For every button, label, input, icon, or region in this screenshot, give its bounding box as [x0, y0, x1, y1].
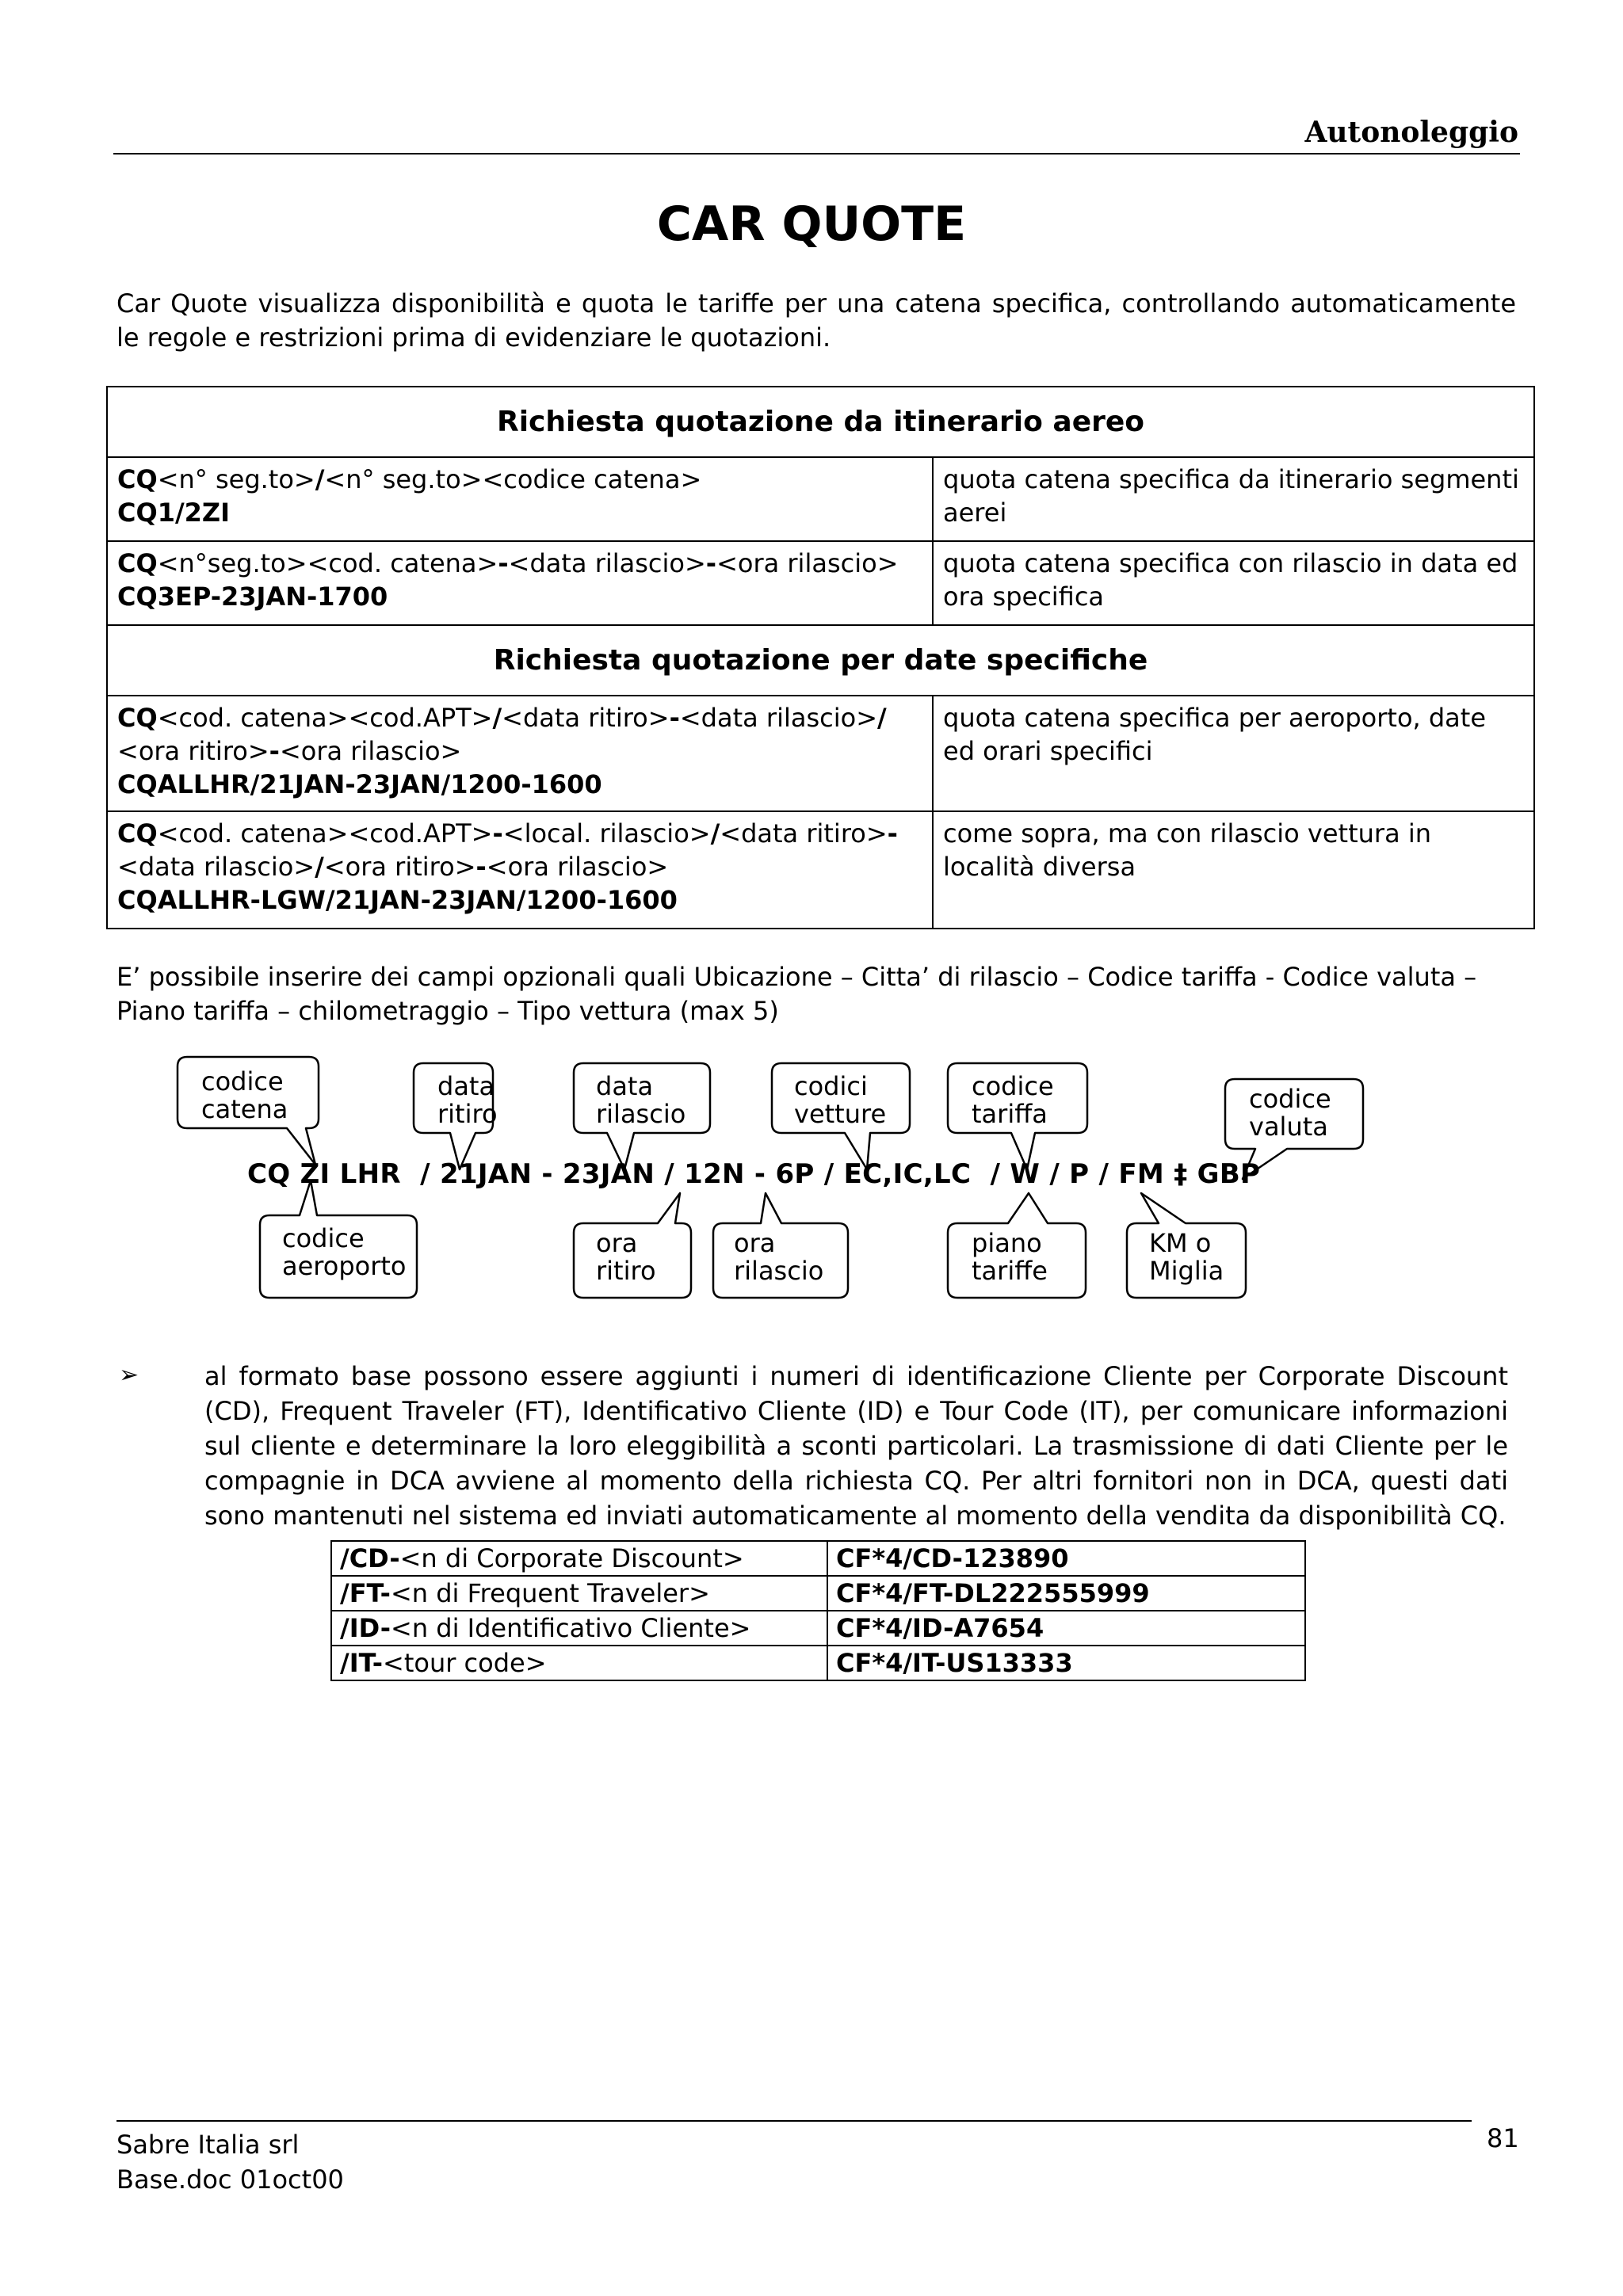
syntax-placeholder: <data rilascio>	[508, 548, 706, 578]
syntax-placeholder: <ora rilascio>	[716, 548, 899, 578]
syntax-keyword: /	[710, 818, 720, 849]
syntax-placeholder: <n°seg.to><cod. catena>	[157, 548, 498, 578]
syntax-keyword: -	[475, 852, 487, 882]
table-row	[331, 1646, 1305, 1680]
syntax-keyword: CQ	[117, 818, 158, 849]
format-example: CQALLHR/21JAN-23JAN/1200-1600	[117, 769, 602, 799]
syntax-placeholder: <ora ritiro>	[117, 736, 269, 766]
callout-text: rilascio	[734, 1256, 824, 1286]
format-cell	[107, 457, 933, 541]
footer-info	[116, 2127, 344, 2197]
quote-format-table	[106, 386, 1535, 929]
table-row	[331, 1541, 1305, 1576]
callout-text: codice	[201, 1066, 284, 1097]
format-example: CQ1/2ZI	[117, 498, 231, 528]
callout-text: codice	[1249, 1084, 1331, 1114]
intro-paragraph: Car Quote visualizza disponibilità e quota le tariffe per una catena specifica, controllando automaticamente le regole e restrizioni prima di evidenziare le quotazioni.	[116, 288, 1516, 353]
footer-doc: Base.doc 01oct00	[116, 2164, 344, 2195]
syntax-keyword: CQ	[117, 464, 158, 494]
syntax-keyword: CQ	[117, 548, 158, 578]
callout-text: data	[596, 1071, 654, 1101]
syntax-placeholder: <cod. catena><cod.APT>	[157, 703, 493, 733]
page-title: CAR QUOTE	[656, 196, 967, 252]
syntax-placeholder: <n° seg.to>	[157, 464, 315, 494]
callout-text: ritiro	[437, 1099, 498, 1129]
customer-codes-table	[330, 1540, 1306, 1681]
format-cell	[107, 541, 933, 625]
syntax-placeholder: <ora rilascio>	[486, 852, 669, 882]
table-row	[331, 1611, 1305, 1646]
code-format: /CD-<n di Corporate Discount>	[331, 1541, 827, 1576]
bullet-arrow-icon: ➢	[119, 1361, 139, 1389]
syntax-keyword: CQ	[117, 703, 158, 733]
format-syntax	[117, 701, 922, 768]
callout-text: valuta	[1249, 1112, 1328, 1142]
description-cell: quota catena specifica da itinerario segmenti aerei	[933, 457, 1534, 541]
format-syntax	[117, 817, 922, 883]
callout-text: data	[437, 1071, 495, 1101]
format-syntax	[117, 463, 922, 496]
code-example: CF*4/CD-123890	[827, 1541, 1305, 1576]
callout-text: KM o	[1149, 1228, 1212, 1258]
syntax-keyword: -	[887, 818, 898, 849]
table-row	[331, 1576, 1305, 1611]
optional-fields-paragraph: E’ possibile inserire dei campi opzionali quali Ubicazione – Citta’ di rilascio – Codice tariffa - Codice valuta – Piano tariffa – chilometraggio – Tipo vettura (max 5)	[116, 962, 1477, 1026]
callout-text: catena	[201, 1094, 288, 1124]
callout-text: codice	[972, 1071, 1054, 1101]
callout-text: Miglia	[1149, 1256, 1224, 1286]
footer-rule	[116, 2120, 1472, 2122]
callout-text: ritiro	[596, 1256, 656, 1286]
format-cell	[107, 811, 933, 929]
code-example: CF*4/ID-A7654	[827, 1611, 1305, 1646]
code-format: /IT-<tour code>	[331, 1646, 827, 1680]
code-example: CF*4/FT-DL222555999	[827, 1576, 1305, 1611]
syntax-placeholder: <data rilascio>	[679, 703, 877, 733]
page-number: 81	[1487, 2123, 1519, 2153]
description-cell: quota catena specifica con rilascio in data ed ora specifica	[933, 541, 1534, 625]
syntax-keyword: /	[315, 464, 325, 494]
callout-text: codice	[282, 1223, 365, 1253]
section-label: Autonoleggio	[1304, 116, 1518, 149]
syntax-placeholder: <data rilascio>	[117, 852, 315, 882]
callout-text: tariffa	[972, 1099, 1048, 1129]
description-cell: quota catena specifica per aeroporto, date ed orari specifici	[933, 696, 1534, 811]
section-title-dates: Richiesta quotazione per date specifiche	[107, 625, 1534, 696]
code-format: /FT-<n di Frequent Traveler>	[331, 1576, 827, 1611]
section-title-itinerary: Richiesta quotazione da itinerario aereo	[107, 387, 1534, 457]
syntax-keyword: -	[269, 736, 280, 766]
format-example: CQ3EP-23JAN-1700	[117, 582, 388, 612]
header-rule	[113, 153, 1520, 154]
callout-text: vetture	[794, 1099, 887, 1129]
description-cell: come sopra, ma con rilascio vettura in località diversa	[933, 811, 1534, 929]
bullet-paragraph: al formato base possono essere aggiunti i numeri di identificazione Cliente per Corporate Discount (CD), Frequent Traveler (FT), Identificativo Cliente (ID) e Tour Code (IT), per comunicare informazioni sul cliente e determinare la loro eleggibilità a sconti particolari. La trasmissione di dati Cliente per le compagnie in DCA avviene al momento della richiesta CQ. Per altri fornitori non in DCA, questi dati sono mantenuti nel sistema ed inviati automaticamente al momento della vendita da disponibilità CQ.	[204, 1361, 1508, 1531]
callout-text: ora	[734, 1228, 776, 1258]
syntax-keyword: /	[877, 703, 887, 733]
syntax-placeholder: <ora rilascio>	[279, 736, 462, 766]
syntax-keyword: /	[315, 852, 324, 882]
syntax-placeholder: <n° seg.to><codice catena>	[324, 464, 702, 494]
callout-text: piano	[972, 1228, 1042, 1258]
syntax-placeholder: <ora ritiro>	[323, 852, 476, 882]
callout-text: codici	[794, 1071, 868, 1101]
syntax-placeholder: <data ritiro>	[502, 703, 670, 733]
syntax-keyword: -	[705, 548, 717, 578]
format-syntax	[117, 547, 922, 580]
callout-text: ora	[596, 1228, 638, 1258]
callout-text: aeroporto	[282, 1251, 407, 1281]
command-example: CQ ZI LHR / 21JAN - 23JAN / 12N - 6P / EC,IC,LC / W / P / FM ‡ GBP	[247, 1158, 1261, 1190]
syntax-placeholder: <data ritiro>	[720, 818, 888, 849]
syntax-keyword: -	[498, 548, 509, 578]
format-cell	[107, 696, 933, 811]
syntax-placeholder: <cod. catena><cod.APT>	[157, 818, 493, 849]
callout-text: rilascio	[596, 1099, 686, 1129]
syntax-keyword: -	[669, 703, 680, 733]
code-example: CF*4/IT-US13333	[827, 1646, 1305, 1680]
syntax-keyword: -	[492, 818, 503, 849]
syntax-placeholder: <local. rilascio>	[502, 818, 711, 849]
format-example: CQALLHR-LGW/21JAN-23JAN/1200-1600	[117, 885, 678, 915]
code-format: /ID-<n di Identificativo Cliente>	[331, 1611, 827, 1646]
callout-text: tariffe	[972, 1256, 1048, 1286]
footer-company: Sabre Italia srl	[116, 2130, 300, 2160]
syntax-keyword: /	[492, 703, 502, 733]
